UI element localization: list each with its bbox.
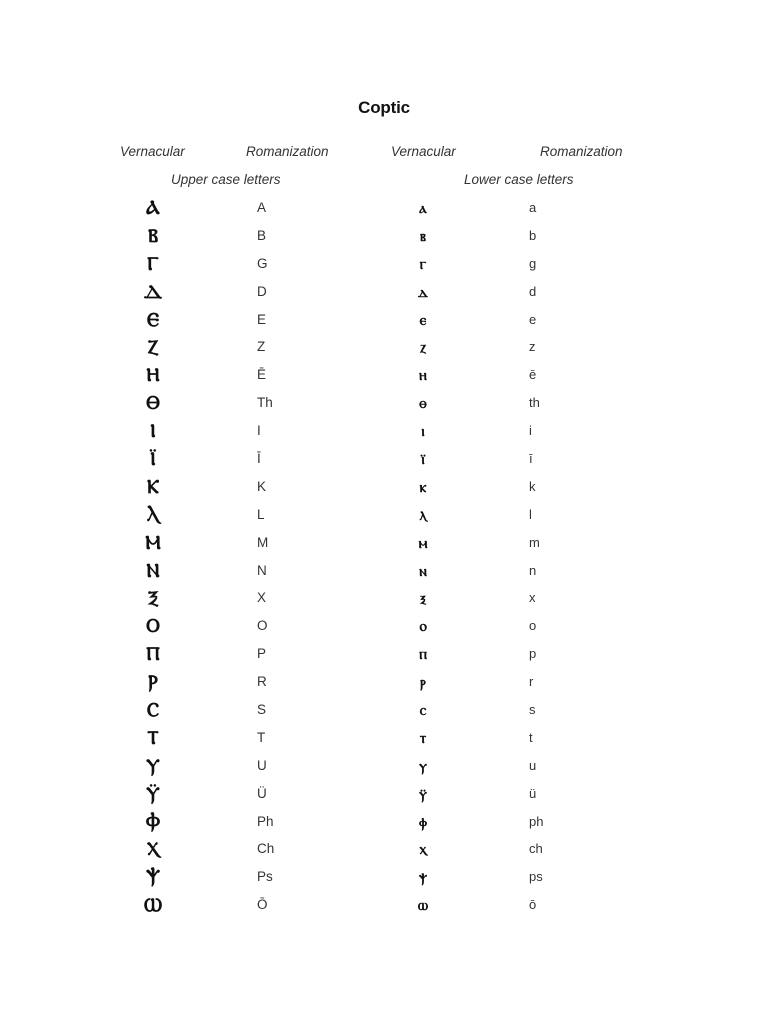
romanization-lower-cell: l — [529, 506, 532, 522]
vernacular-lower-cell: ⲱ — [417, 896, 429, 915]
vernacular-upper-cell: Ⲍ — [147, 336, 159, 359]
table-row — [0, 696, 768, 724]
romanization-lower-cell: r — [529, 674, 534, 690]
romanization-lower-cell: ü — [529, 785, 537, 801]
romanization-upper-cell: D — [257, 283, 267, 299]
romanization-lower-cell: m — [529, 534, 540, 550]
vernacular-lower-cell: ⲣ — [420, 673, 426, 692]
romanization-upper-cell: M — [257, 534, 269, 550]
romanization-upper-cell: T — [257, 729, 266, 745]
romanization-lower-cell: t — [529, 729, 533, 745]
vernacular-upper-cell: Ⲗ — [146, 503, 160, 526]
romanization-upper-cell: Ō — [257, 897, 268, 913]
vernacular-upper-cell: Ⲩ̈ — [146, 782, 160, 805]
table-row — [0, 640, 768, 668]
romanization-upper-cell: Ch — [257, 841, 275, 857]
table-row — [0, 222, 768, 250]
romanization-upper-cell: P — [257, 646, 267, 662]
vernacular-upper-cell: Ⲅ — [147, 252, 159, 275]
vernacular-lower-cell: ⲫ — [418, 812, 428, 831]
table-row — [0, 752, 768, 780]
romanization-lower-cell: n — [529, 562, 537, 578]
romanization-lower-cell: u — [529, 757, 537, 773]
vernacular-upper-cell: Ⲉ — [146, 308, 160, 331]
vernacular-lower-cell: ⲯ — [418, 868, 428, 887]
vernacular-upper-cell: Ⲙ — [145, 531, 161, 554]
romanization-lower-cell: s — [529, 702, 536, 718]
table-row — [0, 808, 768, 836]
vernacular-lower-cell: ⲩ̈ — [419, 784, 427, 803]
romanization-upper-cell: I — [257, 423, 261, 439]
romanization-lower-cell: x — [529, 590, 536, 606]
romanization-upper-cell: G — [257, 255, 268, 271]
romanization-upper-cell: Ü — [257, 785, 267, 801]
vernacular-lower-cell: ⲇ — [417, 282, 429, 301]
romanization-lower-cell: a — [529, 200, 537, 215]
table-row — [0, 529, 768, 557]
romanization-lower-cell: z — [529, 339, 536, 355]
romanization-upper-cell: Ph — [257, 813, 274, 829]
vernacular-lower-cell: ⲓ̈ — [421, 450, 425, 469]
romanization-upper-cell: R — [257, 674, 267, 690]
vernacular-upper-cell: Ⲣ — [148, 671, 158, 694]
header-romanization-upper: Romanization — [246, 144, 329, 159]
romanization-upper-cell: U — [257, 757, 267, 773]
vernacular-upper-cell: Ⲭ — [146, 838, 160, 861]
vernacular-lower-cell: ⲍ — [419, 338, 427, 357]
table-row — [0, 584, 768, 612]
table-row — [0, 891, 768, 919]
vernacular-upper-cell: Ⲥ — [146, 699, 160, 722]
vernacular-upper-cell: Ⲡ — [146, 643, 160, 666]
romanization-lower-cell: g — [529, 255, 537, 271]
table-row — [0, 668, 768, 696]
romanization-upper-cell: K — [257, 478, 267, 494]
table-row — [0, 361, 768, 389]
vernacular-lower-cell: ⲭ — [419, 840, 427, 859]
header-romanization-lower: Romanization — [540, 144, 623, 159]
romanization-upper-cell: X — [257, 590, 267, 606]
vernacular-upper-cell: Ⲫ — [145, 810, 161, 833]
romanization-upper-cell: A — [257, 200, 267, 215]
vernacular-upper-cell: Ⲃ — [147, 224, 159, 247]
vernacular-lower-cell: ⲩ — [419, 756, 427, 775]
table-row — [0, 194, 768, 222]
vernacular-lower-cell: ⲅ — [419, 254, 427, 273]
table-row — [0, 501, 768, 529]
vernacular-lower-cell: ⲏ — [419, 366, 427, 385]
table-row — [0, 863, 768, 891]
vernacular-upper-cell: Ⲯ — [145, 866, 161, 889]
vernacular-upper-cell: Ⲓ — [150, 420, 156, 443]
romanization-upper-cell: Th — [257, 395, 273, 411]
romanization-upper-cell: Z — [257, 339, 266, 355]
vernacular-upper-cell: Ⲓ̈ — [150, 448, 156, 471]
romanization-lower-cell: ph — [529, 813, 544, 829]
table-row — [0, 389, 768, 417]
vernacular-upper-cell: Ⲁ — [146, 197, 160, 219]
romanization-upper-cell: Ē — [257, 367, 267, 383]
romanization-lower-cell: ps — [529, 869, 543, 885]
vernacular-lower-cell: ⲥ — [419, 701, 427, 720]
header-vernacular-lower: Vernacular — [391, 144, 456, 159]
vernacular-lower-cell: ⲑ — [419, 394, 427, 413]
table-row — [0, 445, 768, 473]
vernacular-lower-cell: ⲛ — [419, 561, 427, 580]
subheader-upper-case: Upper case letters — [171, 172, 281, 187]
letter-table — [0, 194, 768, 919]
page-title: Coptic — [358, 98, 410, 117]
romanization-upper-cell: O — [257, 618, 268, 634]
vernacular-lower-cell: ⲝ — [420, 589, 426, 608]
vernacular-lower-cell: ⲗ — [419, 505, 427, 524]
romanization-lower-cell: ō — [529, 897, 537, 913]
romanization-lower-cell: e — [529, 311, 537, 327]
romanization-upper-cell: L — [257, 506, 265, 522]
romanization-upper-cell: S — [257, 702, 267, 718]
vernacular-upper-cell: Ⲛ — [146, 559, 160, 582]
vernacular-upper-cell: Ⲑ — [146, 392, 160, 415]
romanization-lower-cell: ī — [529, 451, 533, 467]
romanization-lower-cell: k — [529, 478, 536, 494]
vernacular-upper-cell: Ⲕ — [147, 475, 159, 498]
table-row — [0, 333, 768, 361]
table-row — [0, 780, 768, 808]
romanization-lower-cell: p — [529, 646, 537, 662]
romanization-upper-cell: N — [257, 562, 267, 578]
romanization-lower-cell: ē — [529, 367, 537, 383]
subheader-lower-case: Lower case letters — [464, 172, 574, 187]
vernacular-upper-cell: Ⲏ — [146, 364, 160, 387]
vernacular-lower-cell: ⲙ — [418, 533, 428, 552]
table-row — [0, 724, 768, 752]
romanization-lower-cell: ch — [529, 841, 543, 857]
vernacular-lower-cell: ⲓ — [421, 422, 425, 441]
table-row — [0, 417, 768, 445]
vernacular-upper-cell: Ⲟ — [146, 615, 160, 638]
romanization-lower-cell: i — [529, 423, 532, 439]
vernacular-upper-cell: Ⲩ — [146, 754, 160, 777]
romanization-lower-cell: o — [529, 618, 537, 634]
vernacular-upper-cell: Ⲝ — [147, 587, 159, 610]
vernacular-lower-cell: ⲧ — [419, 728, 427, 747]
table-row — [0, 473, 768, 501]
table-row — [0, 278, 768, 306]
vernacular-lower-cell: ⲕ — [419, 477, 427, 496]
romanization-upper-cell: Ī — [257, 451, 261, 467]
table-row — [0, 557, 768, 585]
vernacular-upper-cell: Ⲇ — [143, 280, 163, 303]
table-row — [0, 250, 768, 278]
table-row — [0, 835, 768, 863]
romanization-upper-cell: Ps — [257, 869, 273, 885]
vernacular-upper-cell: Ⲧ — [147, 726, 159, 749]
table-row — [0, 306, 768, 334]
romanization-lower-cell: th — [529, 395, 540, 411]
romanization-upper-cell: B — [257, 227, 267, 243]
vernacular-upper-cell: Ⲱ — [143, 894, 163, 917]
table-row — [0, 612, 768, 640]
vernacular-lower-cell: ⲟ — [419, 617, 427, 636]
vernacular-lower-cell: ⲡ — [419, 645, 427, 664]
vernacular-lower-cell: ⲉ — [419, 310, 427, 329]
romanization-lower-cell: d — [529, 283, 537, 299]
romanization-lower-cell: b — [529, 227, 537, 243]
vernacular-lower-cell: ⲃ — [420, 226, 426, 245]
vernacular-lower-cell: ⲁ — [419, 199, 427, 217]
header-vernacular-upper: Vernacular — [120, 144, 185, 159]
romanization-upper-cell: E — [257, 311, 267, 327]
